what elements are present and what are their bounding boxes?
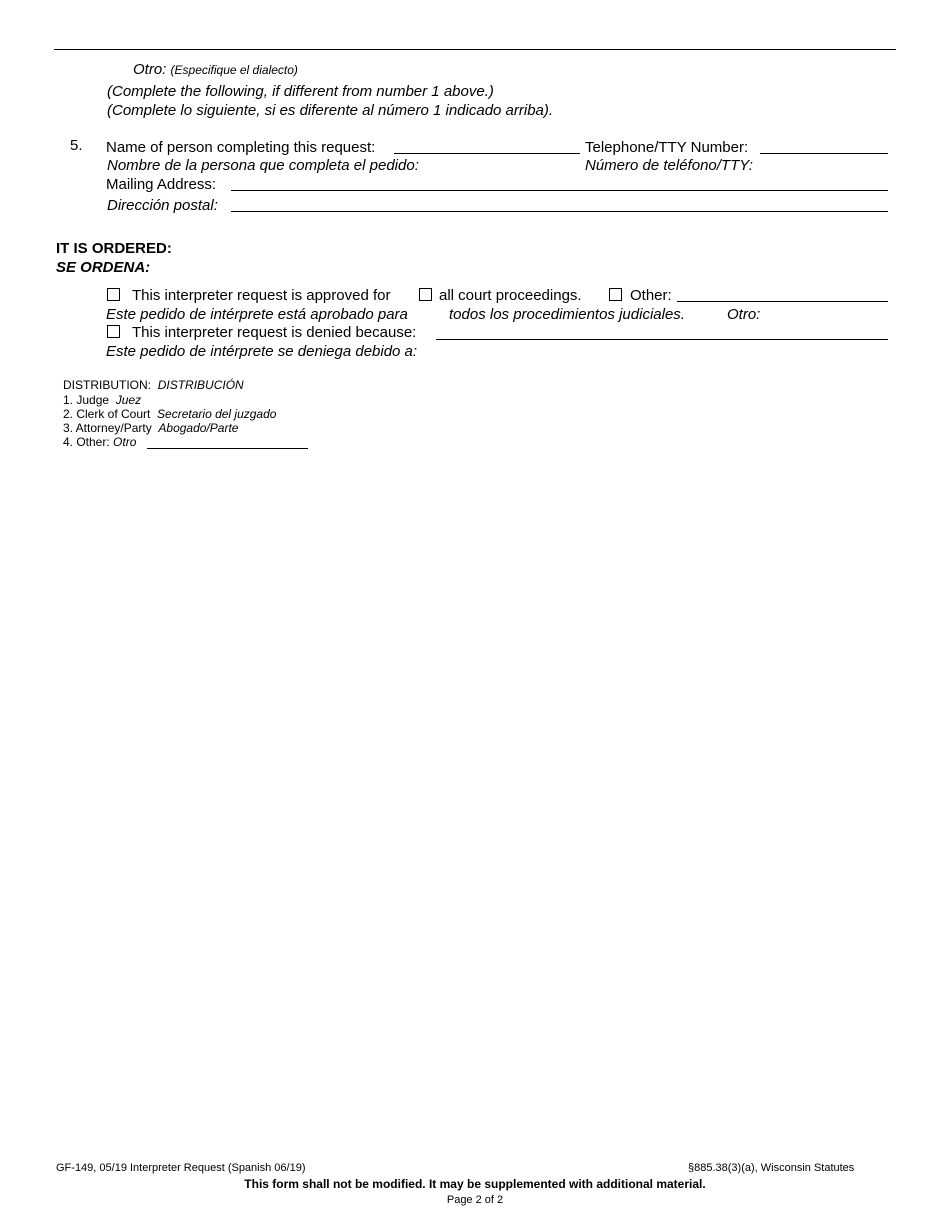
form-id: GF-149, 05/19 Interpreter Request (Spanish 06/19) xyxy=(56,1162,306,1174)
phone-input-line[interactable] xyxy=(760,153,888,154)
distribution-item xyxy=(63,407,276,421)
distribution-other-input-line[interactable] xyxy=(147,448,308,449)
distribution-item-es: Otro xyxy=(113,435,137,449)
approved-label-es: Este pedido de intérprete está aprobado para xyxy=(106,306,408,323)
distribution-heading xyxy=(63,378,244,392)
name-label-es: Nombre de la persona que completa el pedido: xyxy=(107,157,419,174)
phone-label: Telephone/TTY Number: xyxy=(585,139,749,156)
distribution-item-es: Abogado/Parte xyxy=(158,421,239,435)
other-checkbox[interactable] xyxy=(609,288,622,301)
approved-checkbox[interactable] xyxy=(107,288,120,301)
distribution-item-en: 2. Clerk of Court xyxy=(63,407,151,421)
distribution-item-en: 1. Judge xyxy=(63,393,110,407)
distribution-item-es: Secretario del juzgado xyxy=(157,407,277,421)
name-label: Name of person completing this request: xyxy=(106,139,376,156)
otro-hint: (Especifique el dialecto) xyxy=(170,63,298,77)
distribution-item-en: 4. Other: xyxy=(63,435,110,449)
section-5-number: 5. xyxy=(70,137,83,154)
otro-dialect-label xyxy=(133,61,298,78)
otro-label: Otro: xyxy=(133,61,167,78)
distribution-heading-es: DISTRIBUCIÓN xyxy=(157,378,244,392)
distribution-item xyxy=(63,435,136,449)
other-input-line[interactable] xyxy=(677,301,888,302)
distribution-item-en: 3. Attorney/Party xyxy=(63,421,152,435)
distribution-item-es: Juez xyxy=(115,393,142,407)
distribution-item xyxy=(63,421,238,435)
distribution-item xyxy=(63,393,141,407)
page-number: Page 2 of 2 xyxy=(446,1194,504,1206)
mailing-label: Mailing Address: xyxy=(106,176,217,193)
all-court-label-es: todos los procedimientos judiciales. xyxy=(449,306,685,323)
complete-instruction-en: (Complete the following, if different from number 1 above.) xyxy=(107,83,494,100)
name-input-line[interactable] xyxy=(394,153,580,154)
mailing-input-line[interactable] xyxy=(231,190,888,191)
other-label: Other: xyxy=(630,287,672,304)
mailing-label-es: Dirección postal: xyxy=(107,197,218,214)
denied-checkbox[interactable] xyxy=(107,325,120,338)
denied-label: This interpreter request is denied because: xyxy=(132,324,417,341)
complete-instruction-es: (Complete lo siguiente, si es diferente al número 1 indicado arriba). xyxy=(107,102,554,119)
order-heading: IT IS ORDERED: xyxy=(56,240,172,257)
statute-reference: §885.38(3)(a), Wisconsin Statutes xyxy=(688,1162,855,1174)
footer-notice: This form shall not be modified. It may be supplemented with additional material. xyxy=(244,1177,706,1191)
mailing-es-input-line[interactable] xyxy=(231,211,888,212)
top-rule xyxy=(54,49,896,50)
denied-reason-input-line[interactable] xyxy=(436,339,888,340)
distribution-heading-en: DISTRIBUTION: xyxy=(63,378,152,392)
all-court-checkbox[interactable] xyxy=(419,288,432,301)
other-label-es: Otro: xyxy=(727,306,761,323)
order-heading-es: SE ORDENA: xyxy=(56,259,151,276)
phone-label-es: Número de teléfono/TTY: xyxy=(585,157,753,174)
denied-label-es: Este pedido de intérprete se deniega debido a: xyxy=(106,343,418,360)
approved-label: This interpreter request is approved for xyxy=(132,287,391,304)
all-court-label: all court proceedings. xyxy=(439,287,582,304)
